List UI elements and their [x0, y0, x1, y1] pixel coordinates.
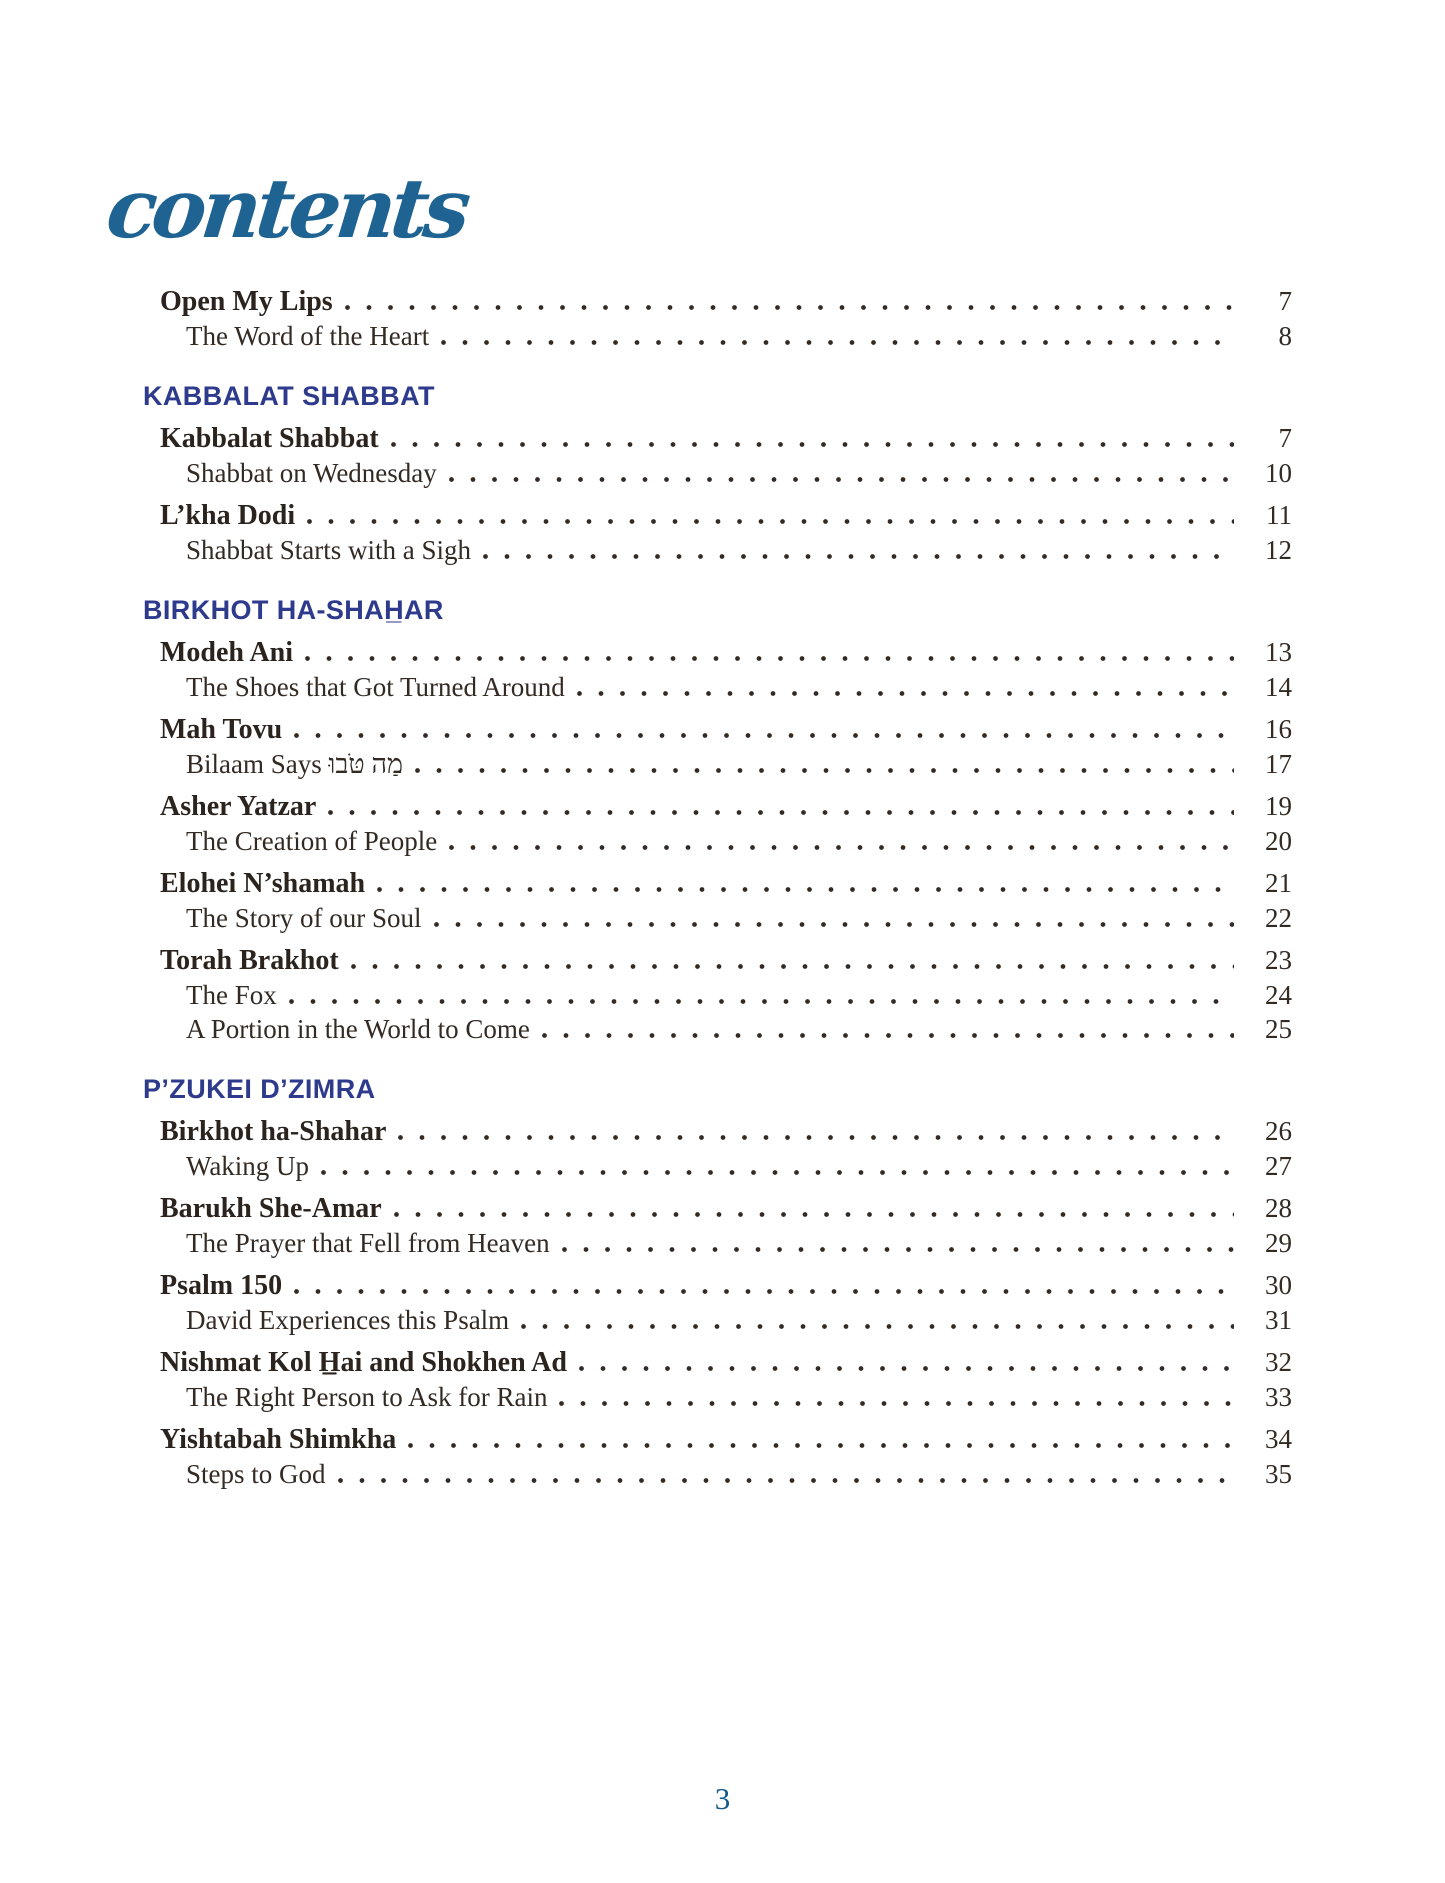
toc-section-header: BIRKHOT HA-SHAH̲AR [143, 595, 444, 625]
dot-leader-icon [559, 1401, 1234, 1406]
toc-entry [143, 943, 1292, 978]
toc-entry [143, 712, 1292, 747]
dot-leader-icon [289, 999, 1234, 1004]
toc-entry [143, 456, 1292, 490]
toc-entry-page: 7 [1278, 423, 1292, 453]
toc-entry-page: 23 [1265, 945, 1292, 975]
toc-entry [143, 635, 1292, 670]
toc-entry-label: A Portion in the World to Come [186, 1014, 530, 1044]
toc-entry-label: The Story of our Soul [186, 903, 422, 933]
toc-entry-page: 8 [1278, 321, 1292, 351]
toc-entry [143, 1457, 1292, 1491]
toc-entry-label: Shabbat on Wednesday [186, 458, 437, 488]
toc-entry [143, 1380, 1292, 1414]
toc-entry-label: The Fox [186, 980, 277, 1010]
toc-entry [143, 1422, 1292, 1457]
toc-entry-label: L’kha Dodi [160, 500, 296, 531]
toc-entry [143, 533, 1292, 567]
toc-entry-page: 22 [1265, 903, 1292, 933]
dot-leader-icon [449, 477, 1234, 482]
toc-entry-label: Yishtabah Shimkha [160, 1424, 397, 1455]
dot-leader-icon [562, 1247, 1234, 1252]
toc-entry-label: Birkhot ha-Shahar [160, 1116, 387, 1147]
toc-entry-page: 20 [1265, 826, 1292, 856]
dot-leader-icon [483, 554, 1234, 559]
toc-entry-label: The Creation of People [186, 826, 438, 856]
toc-entry [143, 284, 1292, 319]
page-title: contents [102, 161, 471, 257]
dot-leader-icon [521, 1324, 1234, 1329]
dot-leader-icon [321, 1170, 1234, 1175]
toc-entry-page: 35 [1265, 1459, 1292, 1489]
toc [143, 284, 1292, 1491]
toc-entry [143, 978, 1292, 1012]
dot-leader-icon [398, 1135, 1234, 1140]
toc-entry-label: The Prayer that Fell from Heaven [186, 1228, 550, 1258]
toc-entry-page: 21 [1265, 868, 1292, 898]
dot-leader-icon [434, 922, 1235, 927]
toc-entry [143, 1226, 1292, 1260]
toc-entry-page: 26 [1265, 1116, 1292, 1146]
toc-entry [143, 1149, 1292, 1183]
toc-entry-page: 19 [1265, 791, 1292, 821]
toc-entry-label: Psalm 150 [160, 1270, 283, 1301]
toc-entry [143, 1191, 1292, 1226]
toc-entry [143, 498, 1292, 533]
toc-entry-label: The Shoes that Got Turned Around [186, 672, 565, 702]
dot-leader-icon [338, 1478, 1234, 1483]
dot-leader-icon [449, 845, 1234, 850]
toc-entry-label: Waking Up [186, 1151, 310, 1181]
toc-entry-page: 27 [1265, 1151, 1292, 1181]
toc-entry [143, 1012, 1292, 1046]
toc-entry-page: 7 [1278, 286, 1292, 316]
toc-entry-page: 30 [1265, 1270, 1292, 1300]
toc-entry [143, 1114, 1292, 1149]
dot-leader-icon [377, 887, 1234, 892]
dot-leader-icon [394, 1212, 1234, 1217]
toc-entry [143, 670, 1292, 704]
toc-entry-page: 24 [1265, 980, 1292, 1010]
toc-section-header: KABBALAT SHABBAT [143, 381, 435, 411]
toc-entry [143, 747, 1292, 781]
toc-entry-page: 31 [1265, 1305, 1292, 1335]
toc-entry-label: Mah Tovu [160, 714, 283, 745]
dot-leader-icon [345, 305, 1234, 310]
toc-entry-label: Kabbalat Shabbat [160, 423, 379, 454]
folio-page-number: 3 [714, 1781, 731, 1816]
toc-entry [143, 319, 1292, 353]
toc-entry-label: The Word of the Heart [186, 321, 430, 351]
dot-leader-icon [577, 691, 1234, 696]
toc-entry [143, 789, 1292, 824]
toc-entry-page: 17 [1265, 749, 1292, 779]
toc-entry-label: Torah Brakhot [160, 945, 339, 976]
toc-entry [143, 1345, 1292, 1380]
dot-leader-icon [415, 768, 1234, 773]
toc-entry-label: Open My Lips [160, 286, 333, 317]
toc-entry-page: 25 [1265, 1014, 1292, 1044]
toc-entry-page: 28 [1265, 1193, 1292, 1223]
toc-entry [143, 421, 1292, 456]
toc-entry-label: Barukh She-Amar [160, 1193, 382, 1224]
dot-leader-icon [351, 964, 1234, 969]
dot-leader-icon [408, 1443, 1234, 1448]
toc-entry-page: 14 [1265, 672, 1292, 702]
toc-section-header: P’ZUKEI D’ZIMRA [143, 1074, 376, 1104]
toc-entry-page: 10 [1265, 458, 1292, 488]
toc-entry-page: 34 [1265, 1424, 1292, 1454]
toc-entry [143, 824, 1292, 858]
dot-leader-icon [328, 810, 1234, 815]
toc-entry-label: Steps to God [186, 1459, 326, 1489]
dot-leader-icon [307, 519, 1234, 524]
dot-leader-icon [391, 442, 1234, 447]
toc-entry-label: Asher Yatzar [160, 791, 317, 822]
dot-leader-icon [542, 1033, 1234, 1038]
toc-entry-page: 33 [1265, 1382, 1292, 1412]
dot-leader-icon [294, 1289, 1234, 1294]
toc-entry-label: Shabbat Starts with a Sigh [186, 535, 471, 565]
toc-entry-page: 11 [1266, 500, 1292, 530]
toc-entry-label: Nishmat Kol H̲ai and Shokhen Ad [160, 1347, 567, 1378]
toc-entry-page: 12 [1265, 535, 1292, 565]
toc-entry-label: Elohei N’shamah [160, 868, 366, 899]
toc-entry-page: 32 [1265, 1347, 1292, 1377]
dot-leader-icon [441, 340, 1234, 345]
toc-entry [143, 866, 1292, 901]
toc-entry-label: David Experiences this Psalm [186, 1305, 510, 1335]
toc-entry-page: 29 [1265, 1228, 1292, 1258]
toc-entry-label: The Right Person to Ask for Rain [186, 1382, 548, 1412]
dot-leader-icon [305, 656, 1234, 661]
toc-entry-page: 13 [1265, 637, 1292, 667]
toc-entry [143, 1303, 1292, 1337]
toc-entry-page: 16 [1265, 714, 1292, 744]
dot-leader-icon [294, 733, 1234, 738]
toc-entry [143, 901, 1292, 935]
toc-entry-label: Bilaam Says מַה טֹּבוּ [186, 749, 404, 779]
toc-entry [143, 1268, 1292, 1303]
toc-entry-label: Modeh Ani [160, 637, 294, 668]
dot-leader-icon [579, 1366, 1234, 1371]
